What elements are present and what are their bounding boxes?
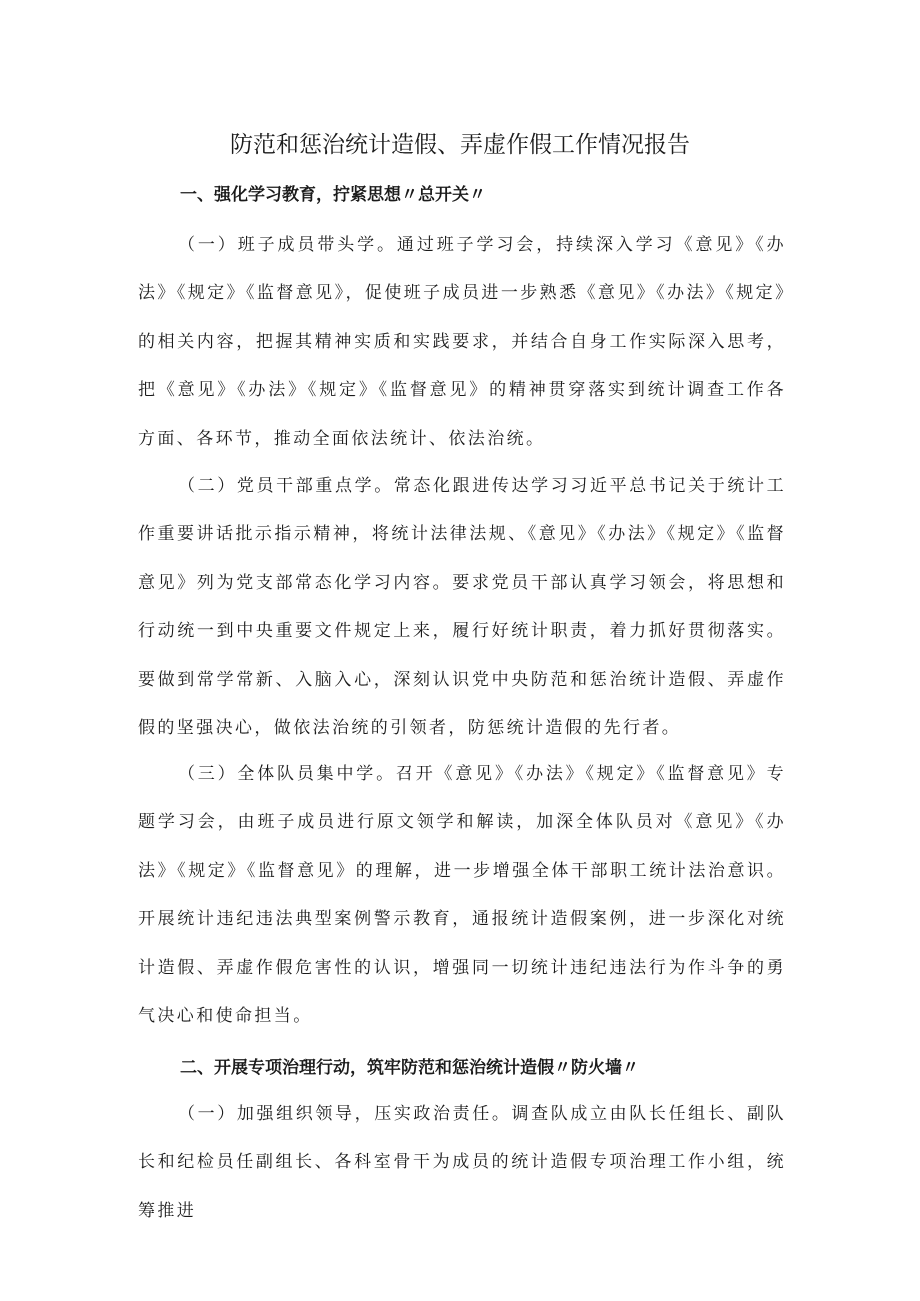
paragraph-1-1: （一）班子成员带头学。通过班子学习会，持续深入学习《意见》《办法》《规定》《监督意见》，促使班子成员进一步熟悉《意见》《办法》《规定》的相关内容，把握其精神实质和实践要求，并结合自身工作实际深入思考，把《意见》《办法》《规定》《监督意见》的精神贯穿落实到统计调查工作各方面、各环节，推动全面依法统计、依法治统。 xyxy=(138,235,786,449)
paragraph-1-3: （三）全体队员集中学。召开《意见》《办法》《规定》《监督意见》专题学习会，由班子成员进行原文领学和解读，加深全体队员对《意见》《办法》《规定》《监督意见》的理解，进一步增强全体干部职工统计法治意识。开展统计违纪违法典型案例警示教育，通报统计造假案例，进一步深化对统计造假、弄虚作假危害性的认识，增强同一切统计违纪违法行为作斗争的勇气决心和使命担当。 xyxy=(138,764,786,1027)
paragraph-1-2: （二）党员干部重点学。常态化跟进传达学习习近平总书记关于统计工作重要讲话批示指示精神，将统计法律法规、《意见》《办法》《规定》《监督意见》列为党支部常态化学习内容。要求党员干部认真学习领会，将思想和行动统一到中央重要文件规定上来，履行好统计职责，着力抓好贯彻落实。要做到常学常新、入脑入心，深刻认识党中央防范和惩治统计造假、弄虚作假的坚强决心，做依法治统的引领者，防惩统计造假的先行者。 xyxy=(138,476,786,739)
document-title: 防范和惩治统计造假、弄虚作假工作情况报告 xyxy=(230,132,690,158)
paragraph-2-1: （一）加强组织领导，压实政治责任。调查队成立由队长任组长、副队长和纪检员任副组长、各科室骨干为成员的统计造假专项治理工作小组，统筹推进 xyxy=(138,1104,786,1221)
section-heading-2: 二、开展专项治理行动，筑牢防范和惩治统计造假〃防火墙〃 xyxy=(180,1058,639,1078)
section-heading-1: 一、强化学习教育，拧紧思想〃总开关〃 xyxy=(180,185,486,205)
